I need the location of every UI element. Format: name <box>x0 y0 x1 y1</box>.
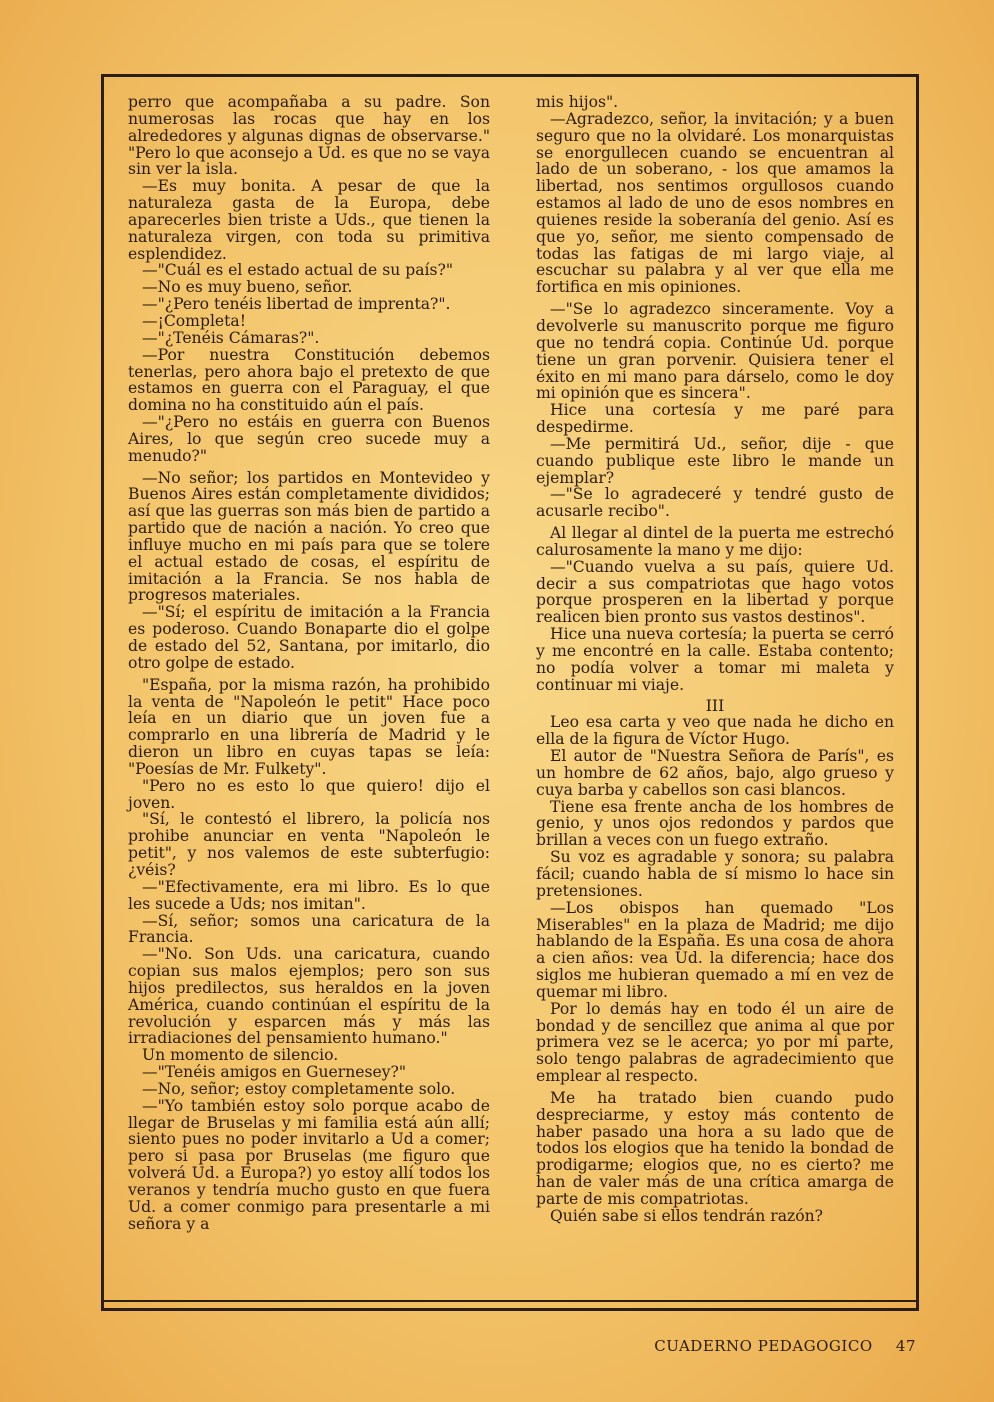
paragraph: perro que acompañaba a su padre. Son numerosas las rocas que hay en los alrededores y algunas dignas de observarse." "Pero lo que aconsejo a Ud. es que no se vaya sin ver la isla. <box>128 93 490 179</box>
paragraph: Al llegar al dintel de la puerta me estrechó calurosamente la mano y me dijo: <box>536 524 894 559</box>
paragraph: —"Sí; el espíritu de imitación a la Francia es poderoso. Cuando Bonaparte dio el golpe de estado del 52, Santana, por imitarlo, dio otro golpe de estado. <box>128 603 490 672</box>
paragraph: —Agradezco, señor, la invitación; y a buen seguro que no la olvidaré. Los monarquistas se enorgullecen cuando se encuentran al lado de un soberano, - los que amamos la libertad, nos sentimos orgullosos cuando estamos al lado de uno de esos nombres en quienes reside la soberanía del genio. Así es que yo, señor, me siento compensado de todas las fatigas de mi largo viaje, al escuchar su palabra y al ver que ella me fortifica en mis opiniones. <box>536 109 894 297</box>
paragraph: —"Cuando vuelva a su país, quiere Ud. decir a sus compatriotas que hago votos porque prosperen en la libertad y porque realicen bien pronto sus vastos destinos". <box>536 557 894 627</box>
paragraph: —No señor; los partidos en Montevideo y Buenos Aires están completamente divididos; así que las guerras son más bien de partido a partido que de nación a nación. Yo creo que influye mucho en mi país para que se tolere el actual estado de cosas, el espíritu de imitación a la Francia. Se nos habla de progresos materiales. <box>128 468 490 605</box>
paragraph: —¡Completa! <box>142 311 246 330</box>
paragraph: —No es muy bueno, señor. <box>142 278 353 297</box>
paragraph: —Me permitirá Ud., señor, dije - que cuando publique este libro le mande un ejemplar? <box>536 434 894 487</box>
paragraph: —Es muy bonita. A pesar de que la naturaleza gasta de la Europa, debe aparecerles bien triste a Uds., que tienen la naturaleza virgen, con toda su primitiva esplendidez. <box>128 177 490 263</box>
bottom-rule <box>101 1300 919 1302</box>
paragraph: Su voz es agradable y sonora; su palabra fácil; cuando habla de sí mismo lo hace sin pretensiones. <box>536 848 894 900</box>
publication-name: CUADERNO PEDAGOGICO <box>654 1337 873 1355</box>
paragraph: —"Yo también estoy solo porque acabo de llegar de Bruselas y mi familia está aún allí; siento pues no poder invitarlo a Ud a comer; pero si pasa por Bruselas (me figuro que volverá Ud. a Europa?) yo estoy allí todos los veranos y tendría mucho gusto en que fuera Ud. a comer conmigo para presentarle a mi señora y a <box>128 1096 490 1233</box>
page-number: 47 <box>895 1337 916 1355</box>
paragraph: —"Se lo agradeceré y tendré gusto de acusarle recibo". <box>536 485 894 521</box>
paragraph: Me ha tratado bien cuando pudo despreciarme, y estoy más contento de haber pasado una hora a su lado que de todos los elogios que ha tenido la bondad de prodigarme; elogios que, no es cierto? me han de valer más de una crítica amarga de parte de mis compatriotas. <box>536 1088 894 1208</box>
paragraph: —"Tenéis amigos en Guernesey?" <box>142 1063 407 1082</box>
paragraph: Leo esa carta y veo que nada he dicho en ella de la figura de Víctor Hugo. <box>536 713 894 749</box>
paragraph: —"¿Tenéis Cámaras?". <box>142 328 320 347</box>
paragraph: —Por nuestra Constitución debemos tenerlas, pero ahora bajo el pretexto de que estamos en guerra con el Paraguay, el que domina no ha constituido aún el país. <box>128 345 490 415</box>
paragraph: "España, por la misma razón, ha prohibido la venta de "Napoleón le petit" Hace poco leía en un diario que un joven fue a comprarlo en una librería de Madrid y le dieron un libro en cuyas tapas se leía: "Poesías de Mr. Fulkety". <box>128 675 490 778</box>
paragraph: —Los obispos han quemado "Los Miserables" en la plaza de Madrid; me dijo hablando de la España. Es una cosa de ahora a cien años: vea Ud. la diferencia; hace dos siglos me hubieran quemado a mí en vez de quemar mi libro. <box>536 898 895 1001</box>
paragraph: Hice una nueva cortesía; la puerta se cerró y me encontré en la calle. Estaba contento; no podía volver a tomar mi maleta y continuar mi viaje. <box>536 625 894 694</box>
paragraph: "Pero no es esto lo que quiero! dijo el joven. <box>128 776 490 812</box>
paragraph: —"Efectivamente, era mi libro. Es lo que les sucede a Uds; nos imitan". <box>128 877 490 913</box>
paragraph: mis hijos". <box>536 93 619 111</box>
paragraph: Quién sabe si ellos tendrán razón? <box>550 1206 824 1225</box>
paragraph: Tiene esa frente ancha de los hombres de genio, y unos ojos redondos y pardos que brillan a veces con un fuego extraño. <box>536 797 894 850</box>
paragraph: —"¿Pero tenéis libertad de imprenta?". <box>142 295 451 314</box>
paragraph: —"Se lo agradezco sinceramente. Voy a devolverle su manuscrito porque me figuro que no tendrá copia. Continúe Ud. porque tiene un gran porvenir. Quisiera tener el éxito en mi mano para dárselo, como le doy mi opinión que es sincera". <box>536 300 894 403</box>
paragraph: "Sí, le contestó el librero, la policía nos prohibe anunciar en venta "Napoleón le petit", y nos valemos de este subterfugio: ¿véis? <box>128 810 490 879</box>
paragraph: Hice una cortesía y me paré para despedirme. <box>536 401 894 437</box>
paragraph: —"No. Son Uds. una caricatura, cuando copian sus malos ejemplos; pero son sus hijos predilectos, sus heraldos en la joven América, cuando continúan el espíritu de la revolución y esparcen más y más las irradiaciones del pensamiento humano." <box>128 945 490 1048</box>
paragraph: —No, señor; estoy completamente solo. <box>142 1079 456 1098</box>
section-heading: III <box>705 696 725 715</box>
paragraph: El autor de "Nuestra Señora de París", es un hombre de 62 años, bajo, algo grueso y cuya barba y cabellos son casi blancos. <box>536 747 894 799</box>
paragraph: —"¿Pero no estáis en guerra con Buenos Aires, lo que según creo sucede muy a menudo?" <box>128 413 490 465</box>
paragraph: —"Cuál es el estado actual de su país?" <box>142 261 454 280</box>
paragraph: Por lo demás hay en todo él un aire de bondad y de sencillez que anima al que por primera vez se le acerca; yo por mi parte, solo tengo palabras de agradecimiento que emplear al respecto. <box>536 999 894 1086</box>
page-footer <box>654 1337 916 1355</box>
paragraph: Un momento de silencio. <box>142 1046 339 1065</box>
paragraph: —Sí, señor; somos una caricatura de la Francia. <box>128 911 490 947</box>
left-column <box>128 94 490 1233</box>
right-column <box>536 94 894 1225</box>
